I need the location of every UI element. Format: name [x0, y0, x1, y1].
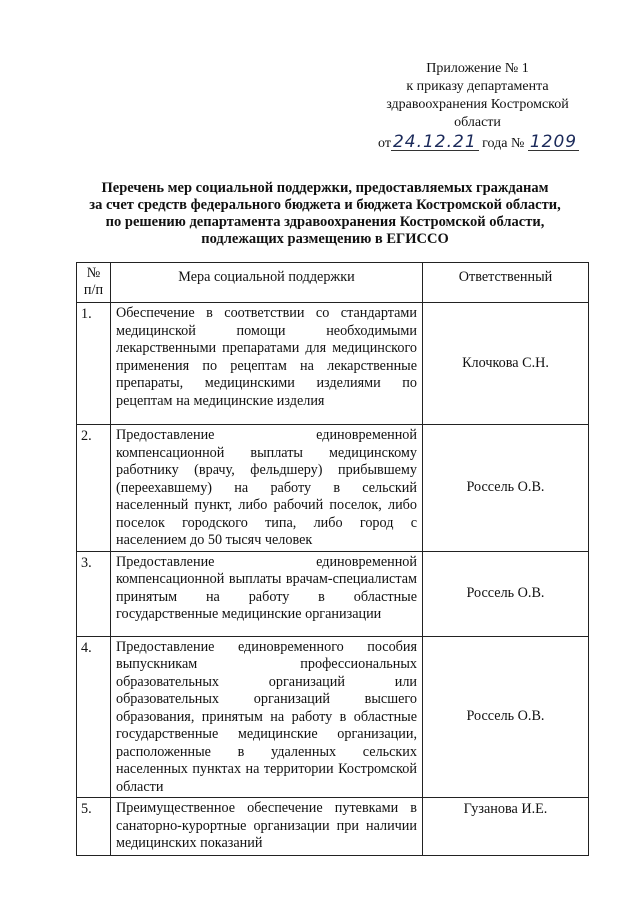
annex-date-line — [370, 134, 585, 153]
title-line-2: за счет средств федерального бюджета и бюджета Костромской области, — [89, 197, 561, 213]
table-row — [77, 425, 589, 552]
row-number: 3. — [77, 551, 111, 636]
table-row — [77, 551, 589, 636]
handwritten-date: 24.12.21 — [392, 132, 477, 152]
title-line-3: по решению департамента здравоохранения Костромской области, — [105, 214, 545, 230]
annex-block — [370, 60, 585, 153]
table-row — [77, 303, 589, 425]
table-header-row — [77, 263, 589, 303]
header-measure: Мера социальной поддержки — [111, 263, 423, 303]
row-measure: Преимущественное обеспечение путевками в санаторно-курортные организации при наличии медицинских показаний — [111, 798, 423, 856]
annex-order-ref: к приказу департамента — [406, 79, 549, 94]
row-measure: Предоставление единовременного пособия выпускникам профессиональных образовательных организаций или образовательных организаций высшего образования, принятым на работу в областные государственные медицинские организации, расположенные в удаленных сельских населенных пунктах на территории Костромской области — [111, 636, 423, 798]
header-num: № п/п — [77, 263, 111, 303]
row-number: 5. — [77, 798, 111, 856]
table-row — [77, 636, 589, 798]
date-prefix: от — [378, 136, 391, 151]
row-number: 4. — [77, 636, 111, 798]
annex-title: Приложение № 1 — [426, 61, 529, 76]
row-responsible: Россель О.В. — [423, 551, 589, 636]
handwritten-order-number: 1209 — [529, 132, 578, 152]
row-responsible: Клочкова С.Н. — [423, 303, 589, 425]
document-title — [60, 180, 590, 248]
title-line-1: Перечень мер социальной поддержки, предоставляемых гражданам — [101, 180, 549, 196]
row-measure: Обеспечение в соответствии со стандартами медицинской помощи необходимыми лекарственными препаратами для медицинского применения по рецептам на лекарственные препараты, медицинскими изделиями по рецептам на медицинские изделия — [111, 303, 423, 425]
title-line-4: подлежащих размещению в ЕГИССО — [201, 231, 449, 247]
year-label: года № — [482, 136, 525, 151]
annex-region: области — [454, 115, 501, 130]
row-number: 2. — [77, 425, 111, 552]
table-row — [77, 798, 589, 856]
row-responsible: Россель О.В. — [423, 636, 589, 798]
row-number: 1. — [77, 303, 111, 425]
row-measure: Предоставление единовременной компенсационной выплаты медицинскому работнику (врачу, фельдшеру) прибывшему (переехавшему) на работу в сельский населенный пункт, либо рабочий поселок, либо поселок городского типа, либо город с населением до 50 тысяч человек — [111, 425, 423, 552]
measures-table — [76, 262, 589, 856]
header-responsible: Ответственный — [423, 263, 589, 303]
row-measure: Предоставление единовременной компенсационной выплаты врачам-специалистам принятым на работу в областные государственные медицинские организации — [111, 551, 423, 636]
row-responsible: Гузанова И.Е. — [423, 798, 589, 856]
row-responsible: Россель О.В. — [423, 425, 589, 552]
annex-department: здравоохранения Костромской — [386, 97, 569, 112]
